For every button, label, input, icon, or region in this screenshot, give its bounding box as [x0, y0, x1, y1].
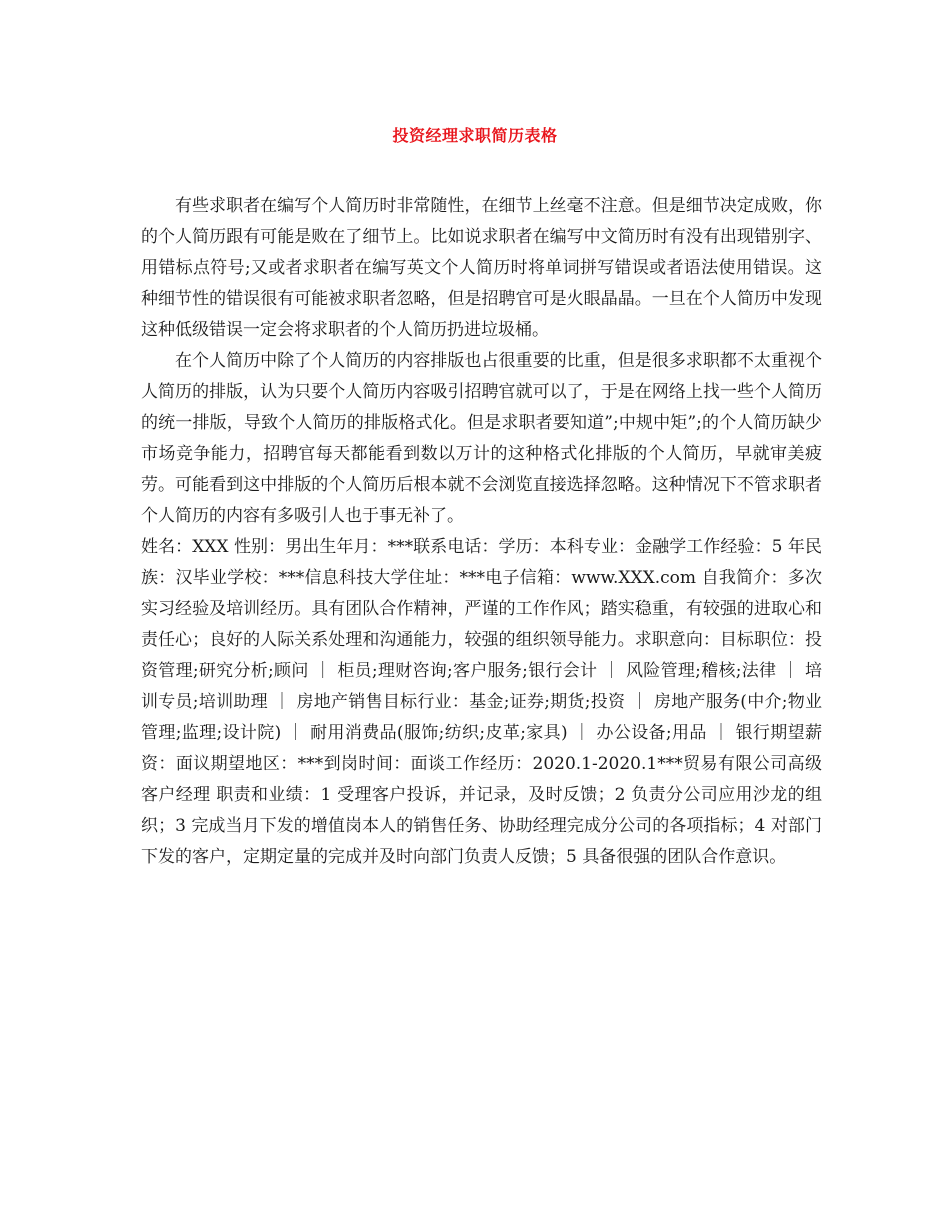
- paragraph-layout: 在个人简历中除了个人简历的内容排版也占很重要的比重，但是很多求职都不太重视个人简历的排版，认为只要个人简历内容吸引招聘官就可以了，于是在网络上找一些个人简历的统一排版，导致个人简历的排版格式化。但是求职者要知道”;中规中矩”;的个人简历缺少市场竞争能力，招聘官每天都能看到数以万计的这种格式化排版的个人简历，早就审美疲劳。可能看到这中排版的个人简历后根本就不会浏览直接选择忽略。这种情况下不管求职者个人简历的内容有多吸引人也于事无补了。: [141, 351, 822, 526]
- document-body: [141, 191, 822, 873]
- paragraph-intro: 有些求职者在编写个人简历时非常随性，在细节上丝毫不注意。但是细节决定成败，你的个人简历跟有可能是败在了细节上。比如说求职者在编写中文简历时有没有出现错别字、用错标点符号;又或者求职者在编写英文个人简历时将单词拼写错误或者语法使用错误。这种细节性的错误很有可能被求职者忽略，但是招聘官可是火眼晶晶。一旦在个人简历中发现这种低级错误一定会将求职者的个人简历扔进垃圾桶。: [141, 196, 822, 340]
- resume-details: 姓名：XXX 性别：男出生年月：***联系电话：学历：本科专业：金融学工作经验：5 年民族：汉毕业学校：***信息科技大学住址：***电子信箱：www.XXX.com 自我简介：多次实习经验及培训经历。具有团队合作精神，严谨的工作作风；踏实稳重，有较强的进取心和责任心；良好的人际关系处理和沟通能力，较强的组织领导能力。求职意向：目标职位：投资管理;研究分析;顾问 ｜ 柜员;理财咨询;客户服务;银行会计 ｜ 风险管理;稽核;法律 ｜ 培训专员;培训助理 ｜ 房地产销售目标行业：基金;证券;期货;投资 ｜ 房地产服务(中介;物业管理;监理;设计院) ｜ 耐用消费品(服饰;纺织;皮革;家具) ｜ 办公设备;用品 ｜ 银行期望薪资：面议期望地区：***到岗时间：面谈工作经历：2020.1-2020.1***贸易有限公司高级客户经理 职责和业绩：1 受理客户投诉，并记录，及时反馈；2 负责分公司应用沙龙的组织；3 完成当月下发的增值岗本人的销售任务、协助经理完成分公司的各项指标；4 对部门下发的客户，定期定量的完成并及时向部门负责人反馈；5 具备很强的团队合作意识。: [141, 537, 822, 867]
- document-title: 投资经理求职简历表格: [392, 126, 558, 145]
